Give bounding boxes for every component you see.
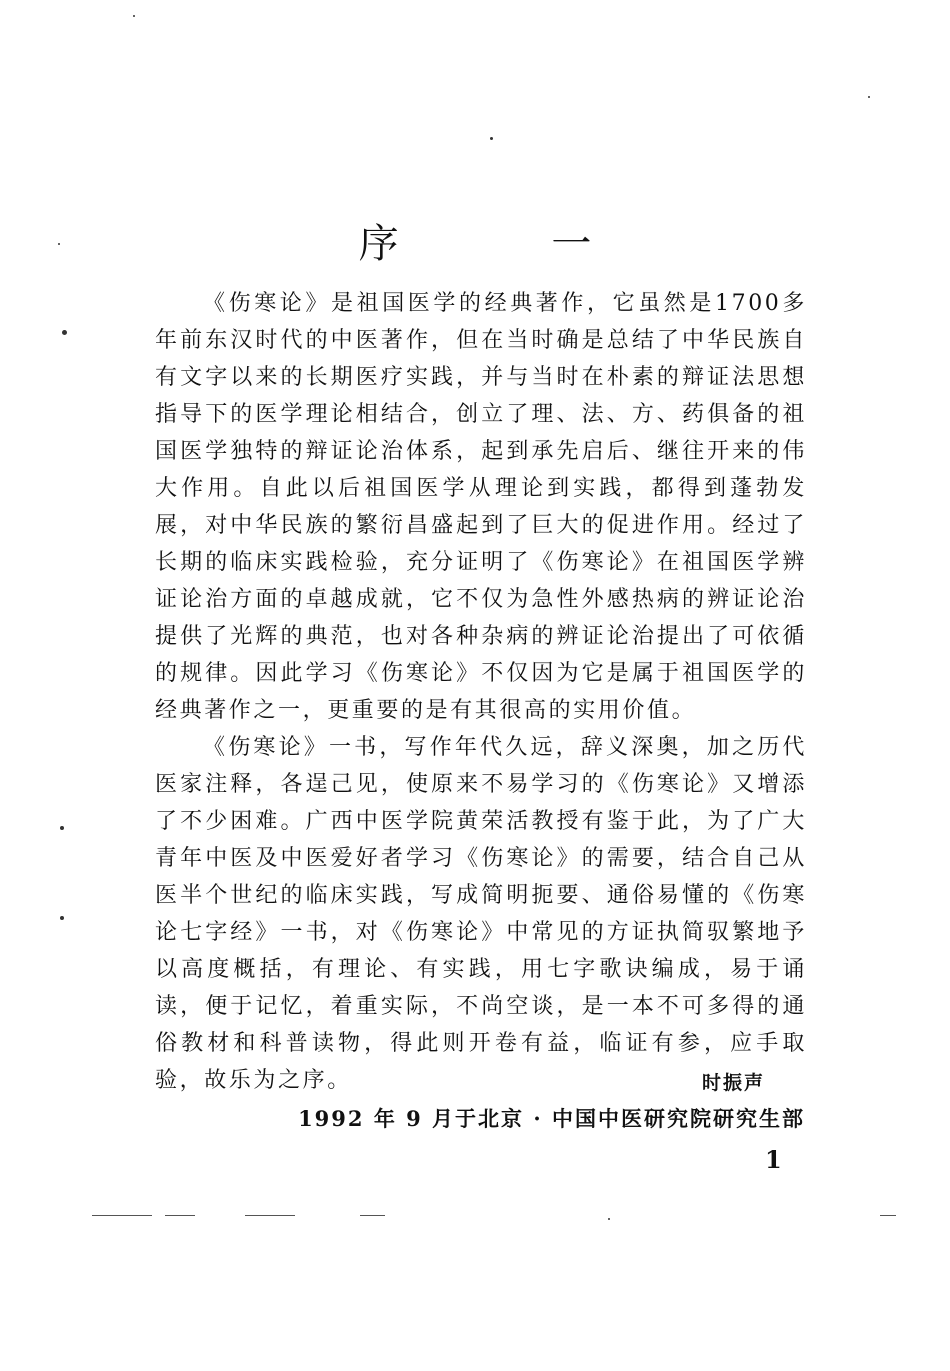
date-location-line: 1992 年 9 月于北京 · 中国中医研究院研究生部 [298,1106,805,1131]
scan-line [880,1215,896,1216]
scan-line [360,1215,385,1216]
scan-speck [133,15,135,17]
scan-speck [608,1218,610,1220]
scan-speck [60,916,64,920]
scan-speck [58,243,60,245]
scan-line [245,1215,295,1216]
preface-body [155,285,807,1099]
scan-speck [60,826,64,830]
scan-speck [62,330,67,335]
page-number: 1 [765,1145,782,1174]
author-signature: 时振声 [701,1072,765,1094]
scan-line [92,1215,152,1216]
paragraph-1: 《伤寒论》是祖国医学的经典著作，它虽然是1700多年前东汉时代的中医著作，但在当时确是总结了中华民族自有文字以来的长期医疗实践，并与当时在朴素的辩证法思想指导下的医学理论相结合，创立了理、法、方、药俱备的祖国医学独特的辩证论治体系，起到承先启后、继往开来的伟大作用。自此以后祖国医学从理论到实践，都得到蓬勃发展，对中华民族的繁衍昌盛起到了巨大的促进作用。经过了长期的临床实践检验，充分证明了《伤寒论》在祖国医学辨证论治方面的卓越成就，它不仅为急性外感热病的辨证论治提供了光辉的典范，也对各种杂病的辨证论治提出了可依循的规律。因此学习《伤寒论》不仅因为它是属于祖国医学的经典著作之一，更重要的是有其很高的实用价值。 [155,291,807,723]
scan-line [165,1215,195,1216]
scan-speck [868,96,870,98]
scan-speck [490,137,493,140]
paragraph-2: 《伤寒论》一书，写作年代久远，辞义深奥，加之历代医家注释，各逞己见，使原来不易学习的《伤寒论》又增添了不少困难。广西中医学院黄荣活教授有鉴于此，为了广大青年中医及中医爱好者学习《伤寒论》的需要，结合自己从医半个世纪的临床实践，写成简明扼要、通俗易懂的《伤寒论七字经》一书，对《伤寒论》中常见的方证执简驭繁地予以高度概括，有理论、有实践，用七字歌诀编成，易于诵读，便于记忆，着重实际，不尚空谈，是一本不可多得的通俗教材和科普读物，得此则开卷有益，临证有参，应手取验，故乐为之序。 [155,735,807,1093]
page-title: 序 一 [358,220,662,267]
